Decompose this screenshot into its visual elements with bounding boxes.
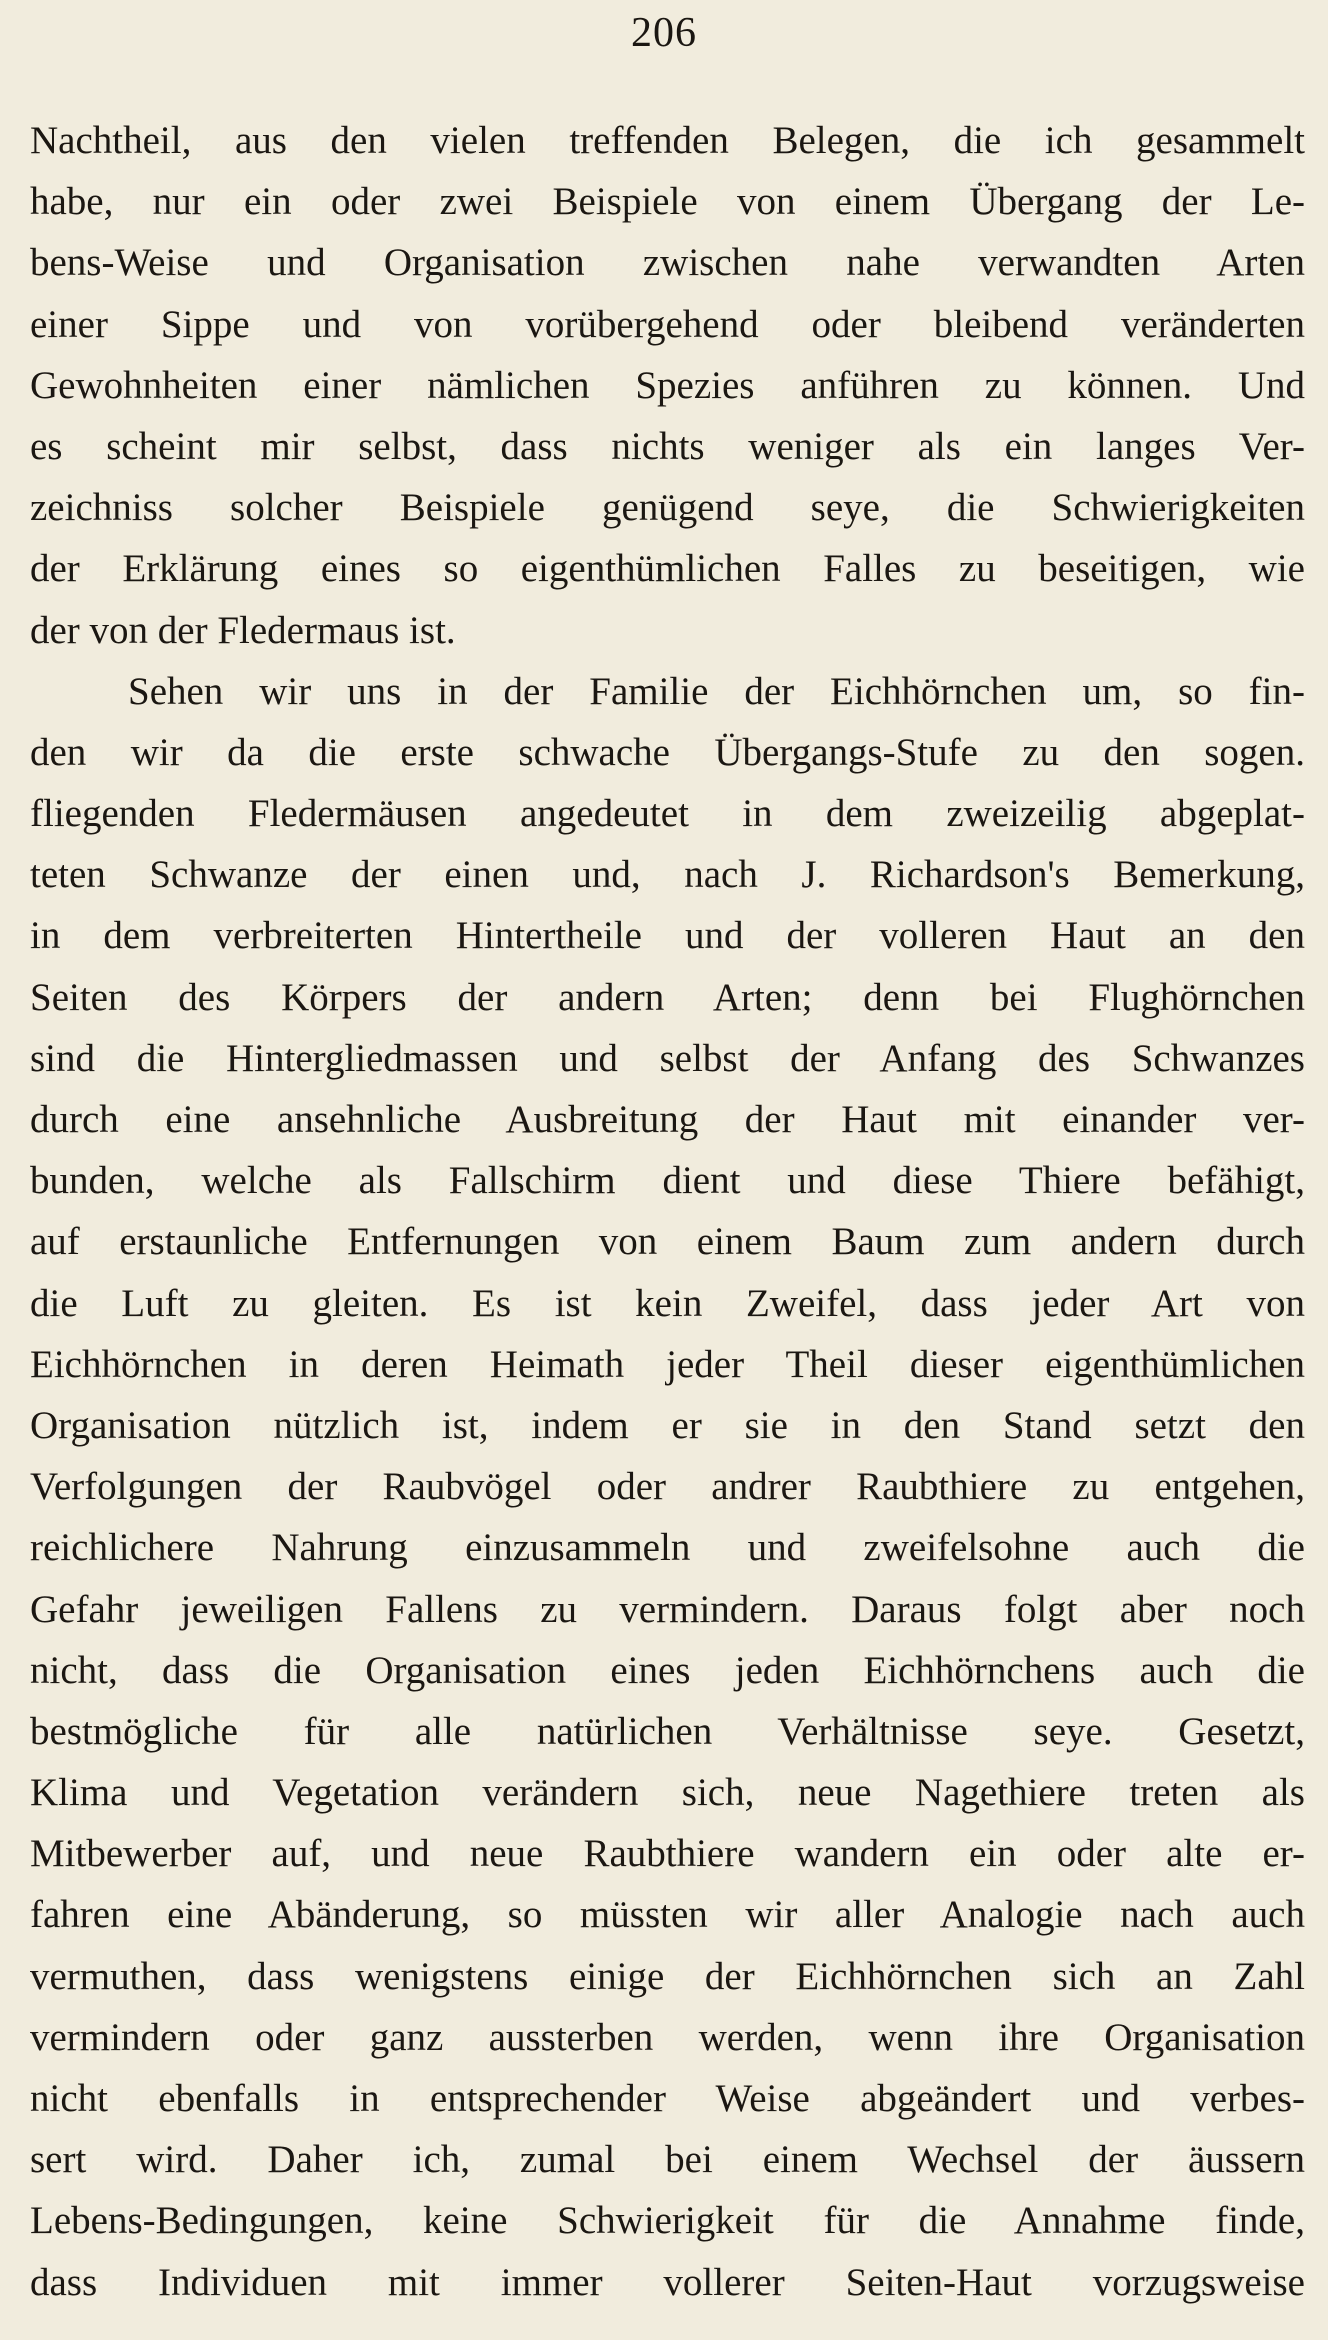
text-line: in dem verbreiterten Hintertheile und der volleren Haut an den [30,914,1305,958]
text-line: Eichhörnchen in deren Heimath jeder Theil dieser eigenthümlichen [30,1342,1305,1386]
text-line: vermuthen, dass wenigstens einige der Eichhörnchen sich an Zahl [30,1954,1305,1998]
text-line: teten Schwanze der einen und, nach J. Richardson's Bemerkung, [30,853,1305,897]
text-line: dass Individuen mit immer vollerer Seiten-Haut vorzugsweise [30,2260,1305,2304]
text-line: Verfolgungen der Raubvögel oder andrer Raubthiere zu entgehen, [30,1465,1305,1509]
text-line: bunden, welche als Fallschirm dient und diese Thiere befähigt, [30,1159,1305,1203]
text-line: Organisation nützlich ist, indem er sie in den Stand setzt den [30,1403,1305,1447]
text-line: Gewohnheiten einer nämlichen Spezies anführen zu können. Und [30,363,1305,407]
text-line: Nachtheil, aus den vielen treffenden Belegen, die ich gesammelt [30,119,1305,162]
text-line: durch eine ansehnliche Ausbreitung der Haut mit einander ver- [30,1098,1305,1141]
text-line: der von der Fledermaus ist. [30,608,456,652]
body-text [30,110,1305,2313]
text-line: auf erstaunliche Entfernungen von einem Baum zum andern durch [30,1220,1305,1264]
text-line: Sehen wir uns in der Familie der Eichhörnchen um, so fin- [128,669,1305,713]
text-line: einer Sippe und von vorübergehend oder bleibend veränderten [30,302,1305,346]
text-line: Lebens-Bedingungen, keine Schwierigkeit für die Annahme finde, [30,2199,1305,2243]
text-line: reichlichere Nahrung einzusammeln und zweifelsohne auch die [30,1526,1305,1570]
text-line: es scheint mir selbst, dass nichts weniger als ein langes Ver- [30,424,1305,468]
text-line: fliegenden Fledermäusen angedeutet in dem zweizeilig abgeplat- [30,792,1305,836]
text-line: den wir da die erste schwache Übergangs-Stufe zu den sogen. [30,730,1305,774]
text-line: sind die Hintergliedmassen und selbst der Anfang des Schwanzes [30,1036,1305,1080]
text-line: fahren eine Abänderung, so müssten wir aller Analogie nach auch [30,1893,1305,1937]
paragraph-1 [30,110,1305,661]
paragraph-2 [30,661,1305,2313]
text-line: sert wird. Daher ich, zumal bei einem Wechsel der äussern [30,2138,1305,2182]
text-line: Mitbewerber auf, und neue Raubthiere wandern ein oder alte er- [30,1832,1305,1876]
text-line: habe, nur ein oder zwei Beispiele von einem Übergang der Le- [30,180,1305,224]
page-number: 206 [631,10,697,56]
text-line: bestmögliche für alle natürlichen Verhältnisse seye. Gesetzt, [30,1709,1305,1753]
text-line: die Luft zu gleiten. Es ist kein Zweifel, dass jeder Art von [30,1281,1305,1325]
text-line: bens-Weise und Organisation zwischen nahe verwandten Arten [30,241,1305,285]
text-line: Klima und Vegetation verändern sich, neue Nagethiere treten als [30,1771,1305,1815]
text-line: der Erklärung eines so eigenthümlichen Falles zu beseitigen, wie [30,547,1305,591]
text-line: vermindern oder ganz aussterben werden, wenn ihre Organisation [30,2015,1305,2059]
text-line: Seiten des Körpers der andern Arten; denn bei Flughörnchen [30,975,1305,1019]
text-line: nicht ebenfalls in entsprechender Weise abgeändert und verbes- [30,2077,1305,2120]
text-line: zeichniss solcher Beispiele genügend seye, die Schwierigkeiten [30,486,1305,530]
text-line: Gefahr jeweiligen Fallens zu vermindern. Daraus folgt aber noch [30,1587,1305,1631]
text-line: nicht, dass die Organisation eines jeden Eichhörnchens auch die [30,1648,1305,1692]
